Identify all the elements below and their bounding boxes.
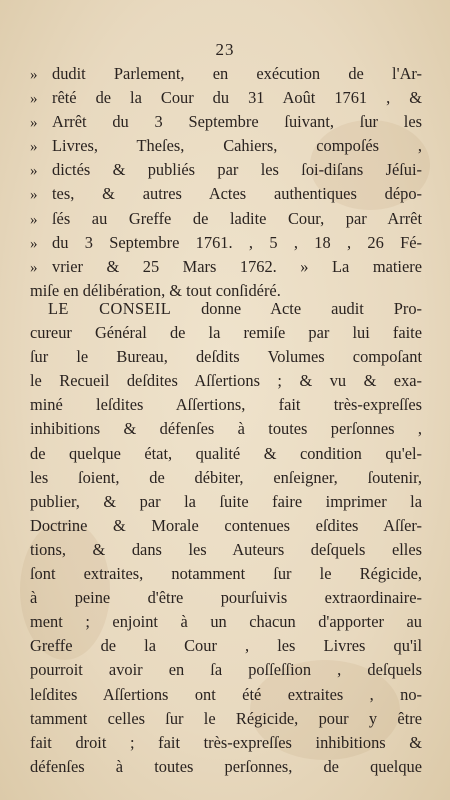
guillemet-mark: » [30,139,38,156]
decision-line: Doctrine & Morale contenues eſdites Aſſer- [30,515,422,535]
quoted-line-text: Arrêt du 3 Septembre ſuivant, ſur les [52,112,422,132]
decision-line: leſdites Aſſertions ont été extraites , no- [30,684,422,704]
decision-line: le Recueil deſdites Aſſertions ; & vu & exa- [30,371,422,391]
quoted-line-text: Livres, Theſes, Cahiers, compoſés , [52,136,422,156]
decision-line: publier, & par la ſuite faire imprimer la [30,491,422,511]
guillemet-mark: » [30,91,38,108]
quoted-line [30,231,422,255]
quoted-line-text: dictés & publiés par les ſoi-diſans Jéſui- [52,160,422,180]
quoted-line [30,182,422,206]
quoted-line-text: rêté de la Cour du 31 Août 1761 , & [52,88,422,108]
guillemet-mark: » [30,67,38,83]
decision-paragraph [30,297,422,779]
decision-line: ſur le Bureau, deſdits Volumes compoſant [30,347,422,367]
quoted-line-text: vrier & 25 Mars 1762. » La matiere [52,256,422,276]
decision-line: pourroit avoir en ſa poſſeſſion , deſquels [30,660,422,680]
guillemet-mark: » [30,235,38,252]
lead-caps: LE CONSEIL [48,299,172,318]
decision-line: tamment celles ſur le Régicide, pour y être [30,708,422,728]
quoted-line-text: du 3 Septembre 1761. , 5 , 18 , 26 Fé- [52,232,422,252]
decision-line: cureur Général de la remiſe par lui faite [30,323,422,343]
quoted-line-text: ſés au Greffe de ladite Cour, par Arrêt [52,208,422,228]
quoted-line-text: tes, & autres Actes authentiques dépo- [52,184,422,204]
guillemet-mark: » [30,187,38,204]
guillemet-mark: » [30,211,38,228]
quoted-line [30,86,422,110]
quoted-line [30,62,422,86]
decision-lines [30,321,422,779]
decision-line: miné leſdites Aſſertions, fait très-expreſſes [30,395,422,415]
decision-first-line [30,297,422,321]
quoted-line [30,255,422,279]
decision-line: fait droit ; fait très-expreſſes inhibitions & [30,732,422,752]
quoted-line [30,207,422,231]
decision-line: à peine d'être pourſuivis extraordinaire- [30,588,422,608]
first-line-rest: donne Acte audit Pro- [201,299,422,318]
quoted-line [30,158,422,182]
quoted-line [30,110,422,134]
guillemet-mark: » [30,115,38,132]
decision-line: les ſoient, de débiter, enſeigner, ſoutenir, [30,467,422,487]
quoted-line-text: miſe en délibération, & tout conſidéré. [30,280,281,300]
quoted-paragraph [30,62,422,303]
page-number: 23 [215,40,235,59]
decision-line: défenſes à toutes perſonnes, de quelque [30,756,422,776]
quoted-line-text: dudit Parlement, en exécution de l'Ar- [52,64,422,83]
decision-line: inhibitions & défenſes à toutes perſonnes , [30,419,422,439]
decision-line: ment ; enjoint à un chacun d'apporter au [30,612,422,632]
quoted-line [30,134,422,158]
decision-line: ſont extraites, notamment ſur le Régicide, [30,564,422,584]
guillemet-mark: » [30,163,38,180]
decision-line: de quelque état, qualité & condition qu'el- [30,443,422,463]
decision-line: Greffe de la Cour , les Livres qu'il [30,636,422,656]
decision-line: tions, & dans les Auteurs deſquels elles [30,539,422,559]
guillemet-mark: » [30,259,38,276]
